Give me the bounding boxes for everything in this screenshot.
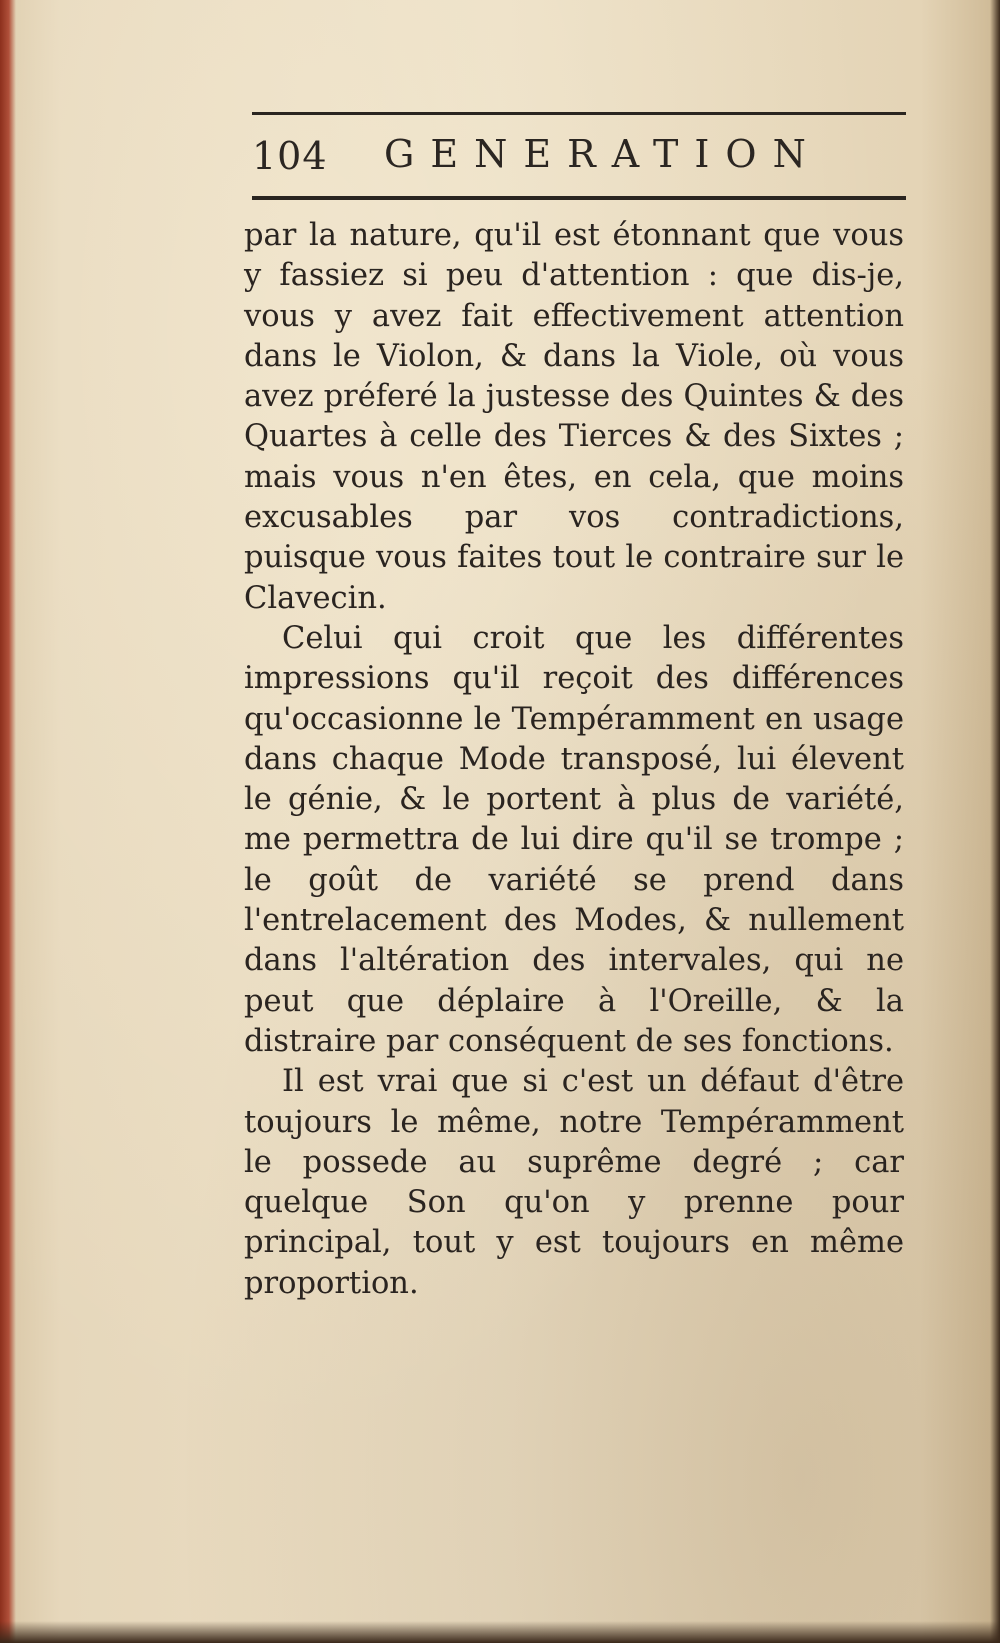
header-top-rule bbox=[252, 112, 906, 115]
paragraph-1: par la nature, qu'il est étonnant que vous y fassiez si peu d'attention : que dis-je, vous y avez fait effectivement attention dans le Violon, & dans la Viole, où vous avez préferé la justesse des Quintes & des Quartes à celle des Tierces & des Sixtes ; mais vous n'en êtes, en cela, que moins excusables par vos contradictions, puisque vous faites tout le contraire sur le Clavecin. bbox=[244, 218, 904, 616]
page-left-edge bbox=[0, 0, 16, 1643]
page-number: 104 bbox=[252, 134, 328, 178]
paragraph-2: Celui qui croit que les différentes impressions qu'il reçoit des différences qu'occasionne le Tempéramment en usage dans chaque Mode transposé, lui élevent le génie, & le portent à plus de variété, me permettra de lui dire qu'il se trompe ; le goût de variété se prend dans l'entrelacement des Modes, & nullement dans l'altération des intervales, qui ne peut que déplaire à l'Oreille, & la distraire par conséquent de ses fonctions. bbox=[244, 620, 904, 1059]
page-bottom-edge bbox=[0, 1621, 1000, 1643]
body-text bbox=[244, 216, 904, 1304]
page-header bbox=[252, 112, 906, 204]
header-bottom-rule bbox=[252, 196, 906, 200]
page-right-edge bbox=[990, 0, 1000, 1643]
paragraph-3: Il est vrai que si c'est un défaut d'être toujours le même, notre Tempéramment le possede au suprême degré ; car quelque Son qu'on y prenne pour principal, tout y est toujours en même proportion. bbox=[244, 1064, 904, 1301]
running-title: GENERATION bbox=[384, 132, 822, 176]
